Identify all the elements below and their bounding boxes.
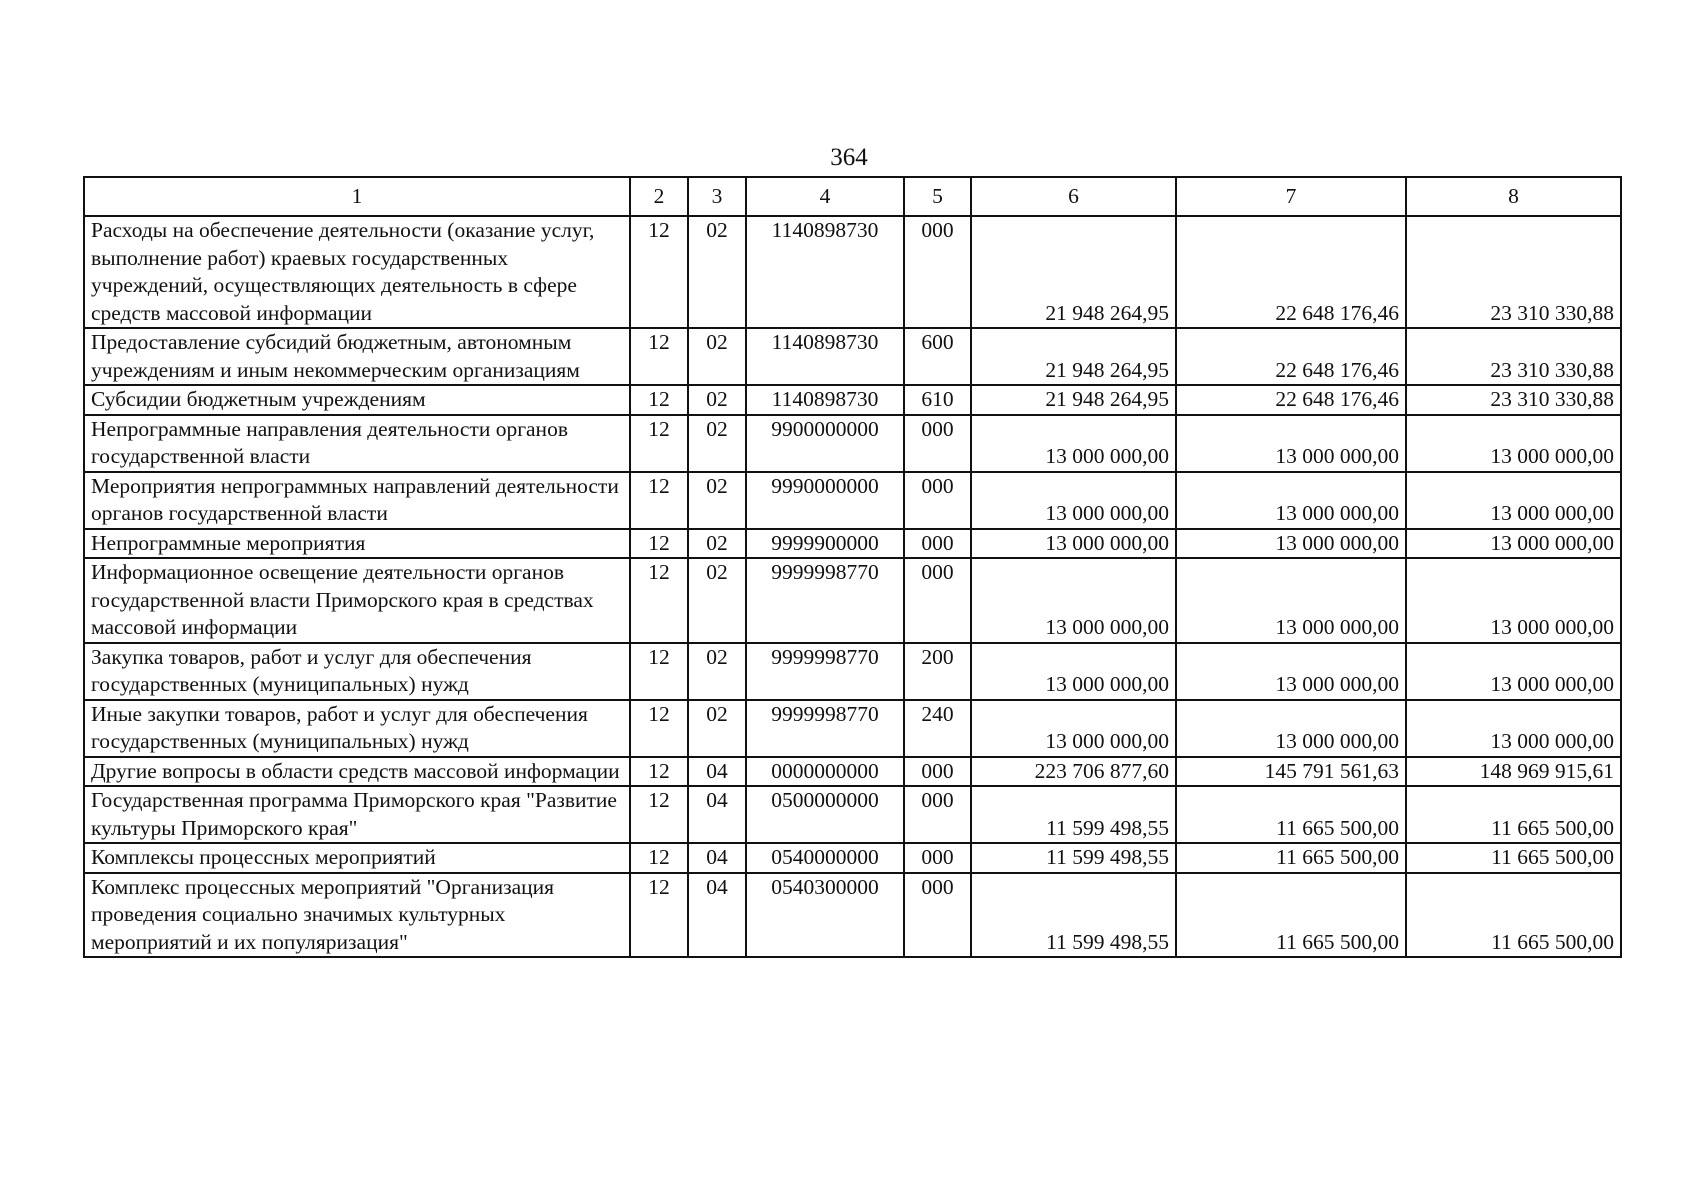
row-subsection-code: 02 bbox=[688, 700, 746, 757]
row-amount-col6: 21 948 264,95 bbox=[971, 216, 1176, 328]
row-expense-type: 000 bbox=[904, 757, 971, 787]
row-subsection-code: 04 bbox=[688, 757, 746, 787]
header-col-6: 6 bbox=[971, 177, 1176, 216]
row-section-code: 12 bbox=[630, 843, 688, 873]
row-subsection-code: 02 bbox=[688, 328, 746, 385]
row-target-article: 9999998770 bbox=[746, 700, 904, 757]
row-name: Иные закупки товаров, работ и услуг для обеспечения государственных (муниципальных) нужд bbox=[84, 700, 630, 757]
row-amount-col6: 13 000 000,00 bbox=[971, 558, 1176, 643]
row-amount-col8: 11 665 500,00 bbox=[1406, 873, 1621, 958]
row-expense-type: 000 bbox=[904, 529, 971, 559]
row-amount-col7: 13 000 000,00 bbox=[1176, 472, 1406, 529]
header-row bbox=[84, 177, 1621, 216]
row-amount-col7: 13 000 000,00 bbox=[1176, 700, 1406, 757]
row-amount-col6: 13 000 000,00 bbox=[971, 529, 1176, 559]
row-section-code: 12 bbox=[630, 529, 688, 559]
row-section-code: 12 bbox=[630, 415, 688, 472]
row-amount-col8: 148 969 915,61 bbox=[1406, 757, 1621, 787]
row-name: Государственная программа Приморского края "Развитие культуры Приморского края" bbox=[84, 786, 630, 843]
row-target-article: 1140898730 bbox=[746, 328, 904, 385]
row-target-article: 1140898730 bbox=[746, 216, 904, 328]
row-section-code: 12 bbox=[630, 216, 688, 328]
row-subsection-code: 02 bbox=[688, 643, 746, 700]
row-expense-type: 000 bbox=[904, 472, 971, 529]
row-amount-col6: 223 706 877,60 bbox=[971, 757, 1176, 787]
row-amount-col8: 13 000 000,00 bbox=[1406, 700, 1621, 757]
row-amount-col7: 13 000 000,00 bbox=[1176, 643, 1406, 700]
row-name: Предоставление субсидий бюджетным, автономным учреждениям и иным некоммерческим организациям bbox=[84, 328, 630, 385]
row-amount-col7: 13 000 000,00 bbox=[1176, 415, 1406, 472]
table-body bbox=[84, 216, 1621, 957]
page-number: 364 bbox=[830, 144, 868, 171]
table-row bbox=[84, 843, 1621, 873]
row-amount-col8: 11 665 500,00 bbox=[1406, 786, 1621, 843]
row-subsection-code: 02 bbox=[688, 558, 746, 643]
row-amount-col7: 22 648 176,46 bbox=[1176, 385, 1406, 415]
row-expense-type: 000 bbox=[904, 873, 971, 958]
row-name: Непрограммные мероприятия bbox=[84, 529, 630, 559]
header-col-1: 1 bbox=[84, 177, 630, 216]
row-amount-col7: 22 648 176,46 bbox=[1176, 216, 1406, 328]
row-target-article: 0540300000 bbox=[746, 873, 904, 958]
row-amount-col6: 13 000 000,00 bbox=[971, 700, 1176, 757]
row-section-code: 12 bbox=[630, 873, 688, 958]
table-row bbox=[84, 643, 1621, 700]
table-row bbox=[84, 786, 1621, 843]
row-expense-type: 600 bbox=[904, 328, 971, 385]
row-expense-type: 240 bbox=[904, 700, 971, 757]
header-col-7: 7 bbox=[1176, 177, 1406, 216]
row-section-code: 12 bbox=[630, 643, 688, 700]
row-section-code: 12 bbox=[630, 328, 688, 385]
row-amount-col6: 13 000 000,00 bbox=[971, 643, 1176, 700]
table-row bbox=[84, 328, 1621, 385]
row-expense-type: 000 bbox=[904, 558, 971, 643]
row-subsection-code: 04 bbox=[688, 786, 746, 843]
row-amount-col8: 11 665 500,00 bbox=[1406, 843, 1621, 873]
row-amount-col6: 13 000 000,00 bbox=[971, 415, 1176, 472]
row-amount-col8: 23 310 330,88 bbox=[1406, 385, 1621, 415]
row-amount-col7: 13 000 000,00 bbox=[1176, 558, 1406, 643]
row-name: Комплексы процессных мероприятий bbox=[84, 843, 630, 873]
row-amount-col6: 11 599 498,55 bbox=[971, 786, 1176, 843]
row-name: Информационное освещение деятельности органов государственной власти Приморского края в средствах массовой информации bbox=[84, 558, 630, 643]
row-target-article: 9999998770 bbox=[746, 558, 904, 643]
header-col-4: 4 bbox=[746, 177, 904, 216]
row-subsection-code: 02 bbox=[688, 529, 746, 559]
row-amount-col6: 11 599 498,55 bbox=[971, 843, 1176, 873]
table-row bbox=[84, 757, 1621, 787]
row-expense-type: 000 bbox=[904, 843, 971, 873]
row-target-article: 1140898730 bbox=[746, 385, 904, 415]
row-amount-col6: 21 948 264,95 bbox=[971, 385, 1176, 415]
row-target-article: 0540000000 bbox=[746, 843, 904, 873]
row-target-article: 9900000000 bbox=[746, 415, 904, 472]
table-row bbox=[84, 873, 1621, 958]
table-row bbox=[84, 529, 1621, 559]
row-name: Мероприятия непрограммных направлений деятельности органов государственной власти bbox=[84, 472, 630, 529]
row-expense-type: 000 bbox=[904, 415, 971, 472]
table-row bbox=[84, 700, 1621, 757]
row-expense-type: 000 bbox=[904, 786, 971, 843]
budget-table bbox=[83, 176, 1622, 958]
row-amount-col8: 13 000 000,00 bbox=[1406, 472, 1621, 529]
row-section-code: 12 bbox=[630, 385, 688, 415]
header-col-5: 5 bbox=[904, 177, 971, 216]
row-target-article: 0000000000 bbox=[746, 757, 904, 787]
row-amount-col7: 145 791 561,63 bbox=[1176, 757, 1406, 787]
row-name: Другие вопросы в области средств массовой информации bbox=[84, 757, 630, 787]
row-amount-col7: 11 665 500,00 bbox=[1176, 786, 1406, 843]
table-row bbox=[84, 216, 1621, 328]
row-amount-col6: 11 599 498,55 bbox=[971, 873, 1176, 958]
row-subsection-code: 02 bbox=[688, 385, 746, 415]
row-amount-col7: 11 665 500,00 bbox=[1176, 843, 1406, 873]
row-target-article: 9999900000 bbox=[746, 529, 904, 559]
row-subsection-code: 04 bbox=[688, 873, 746, 958]
row-section-code: 12 bbox=[630, 757, 688, 787]
table-row bbox=[84, 558, 1621, 643]
row-amount-col6: 13 000 000,00 bbox=[971, 472, 1176, 529]
row-amount-col7: 11 665 500,00 bbox=[1176, 873, 1406, 958]
row-name: Комплекс процессных мероприятий "Организация проведения социально значимых культурных мероприятий и их популяризация" bbox=[84, 873, 630, 958]
header-col-2: 2 bbox=[630, 177, 688, 216]
table-row bbox=[84, 385, 1621, 415]
row-section-code: 12 bbox=[630, 472, 688, 529]
row-target-article: 9999998770 bbox=[746, 643, 904, 700]
row-amount-col8: 13 000 000,00 bbox=[1406, 643, 1621, 700]
row-amount-col6: 21 948 264,95 bbox=[971, 328, 1176, 385]
row-name: Непрограммные направления деятельности органов государственной власти bbox=[84, 415, 630, 472]
row-amount-col7: 13 000 000,00 bbox=[1176, 529, 1406, 559]
row-subsection-code: 02 bbox=[688, 216, 746, 328]
header-col-3: 3 bbox=[688, 177, 746, 216]
row-amount-col8: 13 000 000,00 bbox=[1406, 558, 1621, 643]
row-amount-col8: 13 000 000,00 bbox=[1406, 529, 1621, 559]
row-section-code: 12 bbox=[630, 700, 688, 757]
row-expense-type: 610 bbox=[904, 385, 971, 415]
row-name: Закупка товаров, работ и услуг для обеспечения государственных (муниципальных) нужд bbox=[84, 643, 630, 700]
row-subsection-code: 02 bbox=[688, 472, 746, 529]
row-target-article: 9990000000 bbox=[746, 472, 904, 529]
row-amount-col8: 23 310 330,88 bbox=[1406, 328, 1621, 385]
header-col-8: 8 bbox=[1406, 177, 1621, 216]
row-name: Субсидии бюджетным учреждениям bbox=[84, 385, 630, 415]
row-section-code: 12 bbox=[630, 786, 688, 843]
row-expense-type: 200 bbox=[904, 643, 971, 700]
row-target-article: 0500000000 bbox=[746, 786, 904, 843]
row-expense-type: 000 bbox=[904, 216, 971, 328]
table-row bbox=[84, 415, 1621, 472]
row-name: Расходы на обеспечение деятельности (оказание услуг, выполнение работ) краевых государственных учреждений, осуществляющих деятельность в сфере средств массовой информации bbox=[84, 216, 630, 328]
row-subsection-code: 02 bbox=[688, 415, 746, 472]
row-section-code: 12 bbox=[630, 558, 688, 643]
row-amount-col8: 13 000 000,00 bbox=[1406, 415, 1621, 472]
row-amount-col7: 22 648 176,46 bbox=[1176, 328, 1406, 385]
row-subsection-code: 04 bbox=[688, 843, 746, 873]
table-row bbox=[84, 472, 1621, 529]
row-amount-col8: 23 310 330,88 bbox=[1406, 216, 1621, 328]
